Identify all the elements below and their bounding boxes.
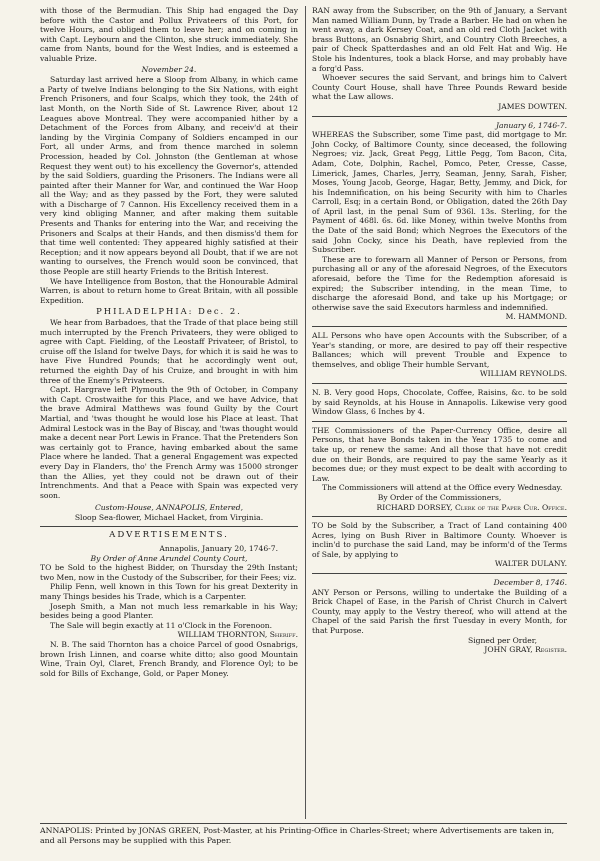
- ad-order-line: By Order of Anne Arundel County Court,: [90, 553, 248, 563]
- ad-text: N. B. Very good Hops, Chocolate, Coffee, Raisins, &c. to be sold by said Reynolds, at his House in Annapolis. Likewise very good Window Glass, 6 Inches by 4.: [312, 387, 567, 417]
- goods-ad: [312, 388, 567, 417]
- ad-text: ANY Person or Persons, willing to undertake the Building of a Brick Chapel of Ease, in the Parish of Christ Church in Calvert County, may apply to the Vestry thereof, who will attend at the Chapel of the said Parish the first Tuesday in every Month, for that Purpose.: [312, 587, 567, 636]
- ad-text: ALL Persons who have open Accounts with the Subscriber, of a Year's standing, or more, are desired to pay off their respective Ballances; which will prevent Trouble and Expence to themselves, and oblige Their humble Servant,: [312, 331, 567, 369]
- news-paragraph: Capt. Hargrave left Plymouth the 9th of October, in Company with Capt. Crostwaithe for this Place, and we have Advice, that the brave Admiral Matthews was found Guilty by the Court Martial, and 'twas thought he would lose his Place at least. That Admiral Lestock was in the Bay of Biscay, and 'twas thought would make a decent near Port Lewis in France. That the Pretenders Son was certainly got to France, having embarked about the same Place where he landed. That a general Engagement was expected every Day in Flanders, tho' the French Army was 15000 stronger than the Allies, yet they could not be drawn out of their Intrenchments. And that a Peace with Spain was expected very soon.: [40, 385, 298, 500]
- divider: [312, 421, 567, 422]
- paper-currency-ad: [312, 426, 567, 512]
- ad-signature: WALTER DULANY.: [494, 559, 567, 569]
- ad-signature: M. HAMMOND.: [505, 312, 567, 322]
- news-paragraph: Saturday last arrived here a Sloop from Albany, in which came a Party of twelve Indians belonging to the Six Nations, with eight French Prisoners, and four Scalps, which they took, the 24th of last Month, on the North Side of St. Lawrence River, about 12 Leagues above Montreal. They were accompanied hither by a Detachment of the Forces from Albany, and receiv'd at their landing by the Virginia Company of Soldiers encamped in our Fort, all under Arms, and from thence marched in solemn Procession, headed by Col. Johnston (the Gentleman at whose Request they went out) to his excellency the Governor's, attended by the said Soldiers, guarding the Prisoners. The Indians were all painted after their Manner for War, and continued the War Hoop all the Way; and as they passed by the Fort, they were saluted with a Discharge of 7 Cannon. His Excellency received them in a very kind obliging Manner, and after making them suitable Presents and Thanks for entering into the War, and receiving the Prisoners and Scalps at their Hands, and then dismiss'd them for that time well contented: They appeared highly satisfied at their Reception; and it now appears beyond all Doubt, that if we are not wanting to ourselves, the French would soon be convinced, that those People are still hearty Friends to the British Interest.: [40, 75, 298, 277]
- ad-signature: RICHARD DORSEY, Clerk of the Paper Cur. Office.: [376, 502, 567, 512]
- ad-signature: JAMES DOWTEN.: [498, 101, 567, 111]
- column-rule: [305, 6, 306, 819]
- ad-text: Philip Fenn, well known in this Town for his great Dexterity in many Things besides his Trade, which is a Carpenter.: [40, 582, 298, 602]
- runaway-ad: [312, 6, 567, 112]
- ad-text: TO be Sold to the highest Bidder, on Thursday the 29th Instant; two Men, now in the Custody of the Subscriber, for their Fees; viz.: [40, 563, 298, 582]
- divider: [312, 573, 567, 574]
- ad-date: December 8, 1746.: [493, 578, 567, 588]
- divider: [312, 516, 567, 517]
- ad-text: Joseph Smith, a Man not much less remarkable in his Way; besides being a good Planter.: [40, 601, 298, 621]
- divider: [40, 526, 298, 527]
- ad-signature: WILLIAM REYNOLDS.: [479, 369, 567, 379]
- divider: [312, 383, 567, 384]
- news-date: November 24.: [141, 64, 197, 74]
- custom-house-entry: Sloop Sea-flower, Michael Hacket, from Virginia.: [74, 512, 264, 522]
- ad-text: The Commissioners will attend at the Office every Wednesday.: [322, 483, 563, 493]
- ad-text: These are to forewarn all Manner of Person or Persons, from purchasing all or any of the aforesaid Negroes, of the Executors aforesaid, before the Time for the Redemption aforesaid is expired; the Subscriber intending, in the mean Time, to discharge the aforesaid Bond, and take up his Mortgage; or otherwise save the said Executors harmless and indemnified.: [312, 254, 567, 312]
- ad-text: RAN away from the Subscriber, on the 9th of January, a Servant Man named William Dunn, by Trade a Barber. He had on when he went away, a dark Kersey Coat, and an old red Cloth Jacket with brass Buttons, an Osnabrig Shirt, and Country Cloth Breeches, a pair of Check Spatterdashes and an old Felt Hat and Wig. He Stole his Indentures, took a black Horse, and may probably have a forg'd Pass.: [312, 6, 567, 73]
- left-column: [40, 6, 298, 678]
- ad-signature: WILLIAM THORNTON, Sheriff.: [177, 630, 298, 640]
- ad-text: THE Commissioners of the Paper-Currency Office, desire all Persons, that have Bonds taken in the Year 1735 to come and take up, or renew the same: And all those that have not credit due on their Bonds, are required to pay the same Yearly as it becomes due; or they must expect to be dealt with according to Law.: [312, 425, 567, 483]
- news-paragraph: with those of the Bermudian. This Ship had engaged the Day before with the Castor and Pollux Privateers of this Port, for twelve Hours, and obliged them to leave her; and on coming in with Capt. Leybourn and the Clinton, she struck immediately. She came from Nants, bound for the West Indies, and is esteemed a valuable Prize.: [40, 6, 298, 63]
- ad-dateline: Annapolis, January 20, 1746-7.: [159, 544, 278, 554]
- ad-text: The Sale will begin exactly at 11 o'Clock in the Forenoon.: [50, 620, 273, 630]
- right-column: [312, 6, 567, 657]
- ad-text: TO be Sold by the Subscriber, a Tract of Land containing 400 Acres, lying on Bush River in Baltimore County. Whoever is inclin'd to purchase the said Land, may be inform'd of the Terms of Sale, by applying to: [312, 521, 567, 559]
- ad-text: Whoever secures the said Servant, and brings him to Calvert County Court House, shall have Three Pounds Reward beside what the Law allows.: [312, 73, 567, 102]
- ad-order-line: Signed per Order,: [468, 635, 537, 645]
- ad-order-line: By Order of the Commissioners,: [377, 492, 502, 502]
- ad-text: WHEREAS the Subscriber, some Time past, did mortgage to Mr. John Cocky, of Baltimore County, since deceased, the following Negroes; viz. Jack, Great Pegg, Little Pegg, Tom Bacon, Cita, Adam, Cote, Dolphin, Rachel, Pomco, Peter, Cresse, Casse, Limerick, James, Charles, Jerry, Seaman, Jenny, Sarah, Fisher, Moses, Young Jacob, George, Hagar, Betty, Jemmy, and Dick, for his Indemnification, on his being Security with him to Charles Carroll, Esq; in a certain Bond, or Obligation, dated the 26th Day of April last, in the penal Sum of 936l. 13s. Sterling, for the Payment of 468l. 6s. 6d. like Money, within twelve Months from the Date of the said Bond; which Negroes the Executors of the said John Cocky, since his Death, have replevied from the Subscriber.: [312, 130, 567, 255]
- chapel-ad: [312, 578, 567, 655]
- philadelphia-dateline: PHILADELPHIA: Dec. 2.: [96, 306, 242, 317]
- news-paragraph: We hear from Barbadoes, that the Trade of that place being still much interrupted by the French Privateers, they were obliged to agree with Capt. Fielding, of the Leostaff Privateer, of Bristol, to cruise off the Island for twelve Days, for which it is said he was to have Five Hundred Pounds; that he accordingly went out, returned the eighth Day of his Cruize, and brought in with him three of the Enemy's Privateers.: [40, 318, 298, 385]
- ad-date: January 6, 1746-7.: [495, 120, 567, 130]
- accounts-ad: [312, 331, 567, 379]
- divider: [312, 326, 567, 327]
- custom-house-heading: Custom-House, ANNAPOLIS, Entered,: [94, 503, 244, 513]
- mortgage-ad: [312, 121, 567, 322]
- printer-imprint: ANNAPOLIS: Printed by JONAS GREEN, Post-Master, at his Printing-Office in Charles-Street; where Advertisements are taken in, and all Persons may be supplied with this Paper.: [40, 823, 567, 846]
- divider: [312, 116, 567, 117]
- land-sale-ad: [312, 521, 567, 569]
- advertisements-heading: ADVERTISEMENTS.: [109, 530, 229, 541]
- ad-text: N. B. The said Thornton has a choice Parcel of good Osnabrigs, brown Irish Linnen, and coarse white ditto; also good Mountain Wine, Train Oyl, Claret, French Brandy, and Florence Oyl; to be sold for Bills of Exchange, Gold, or Paper Money.: [40, 640, 298, 678]
- ad-signature: JOHN GRAY, Register.: [484, 645, 567, 655]
- news-paragraph: We have Intelligence from Boston, that the Honourable Admiral Warren, is about to return home to Great Britain, with all possible Expedition.: [40, 276, 298, 305]
